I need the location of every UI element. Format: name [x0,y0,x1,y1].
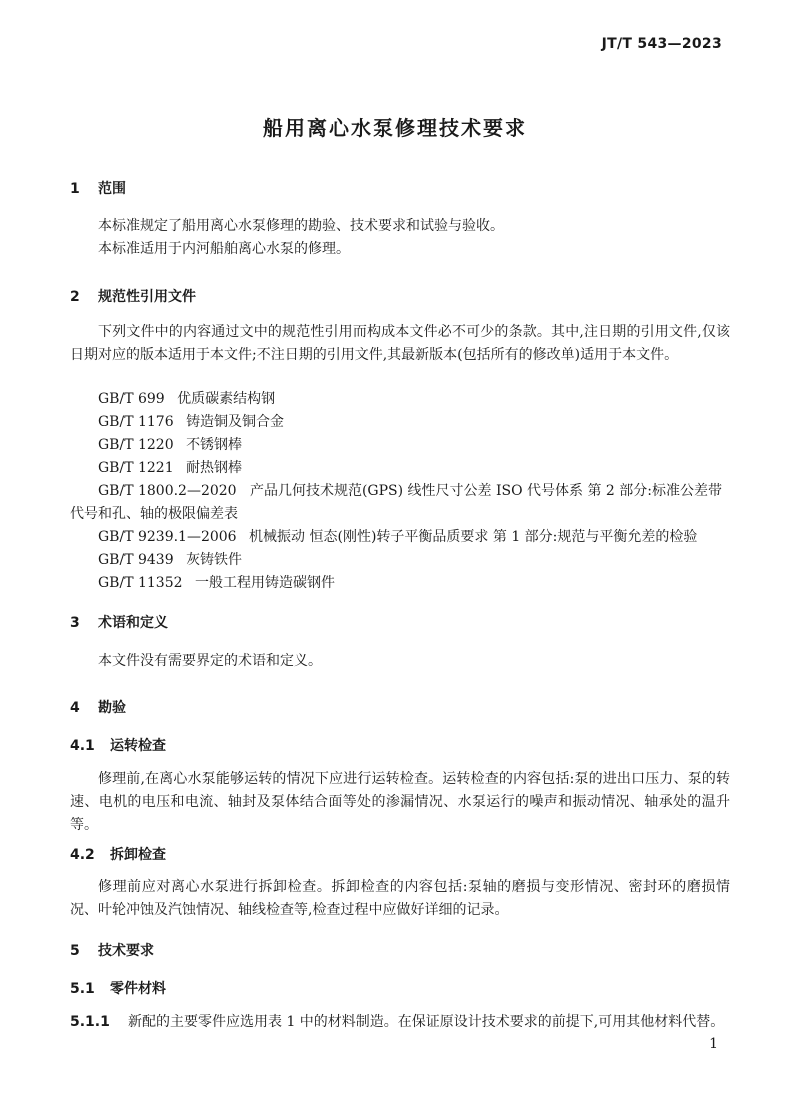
reference-item [98,457,242,480]
section-5-1-heading [70,978,166,998]
reference-code: GB/T 9439 [98,552,174,568]
disassembly-check-paragraph: 修理前应对离心水泵进行拆卸检查。拆卸检查的内容包括:泵轴的磨损与变形情况、密封环的磨损情况、叶轮冲蚀及汽蚀情况、轴线检查等,检查过程中应做好详细的记录。 [70,879,730,918]
section-title: 术语和定义 [98,615,168,631]
reference-item [98,411,284,434]
reference-code: GB/T 1220 [98,437,174,453]
reference-name: 不锈钢棒 [186,437,243,453]
section-title: 范围 [98,181,126,197]
reference-name: 机械振动 恒态(刚性)转子平衡品质要求 第 1 部分:规范与平衡允差的检验 [249,529,698,545]
section-3-heading [70,612,168,632]
reference-name: 一般工程用铸造碳钢件 [194,575,335,591]
section-number: 5 [70,943,80,959]
section-title: 零件材料 [110,981,166,997]
reference-item [98,434,242,457]
reference-code: GB/T 1800.2—2020 [98,483,237,499]
section-number: 3 [70,615,80,631]
clause-text: 新配的主要零件应选用表 1 中的材料制造。在保证原设计技术要求的前提下,可用其他材料代替。 [128,1014,725,1030]
reference-code: GB/T 699 [98,391,165,407]
reference-name: 耐热钢棒 [186,460,243,476]
operation-check-paragraph: 修理前,在离心水泵能够运转的情况下应进行运转检查。运转检查的内容包括:泵的进出口压力、泵的转速、电机的电压和电流、轴封及泵体结合面等处的渗漏情况、水泵运行的噪声和振动情况、轴承处的温升等。 [70,771,730,833]
normative-references-intro: 下列文件中的内容通过文中的规范性引用而构成本文件必不可少的条款。其中,注日期的引用文件,仅该日期对应的版本适用于本文件;不注日期的引用文件,其最新版本(包括所有的修改单)适用于本文件。 [70,324,730,363]
section-title: 勘验 [98,700,126,716]
section-2-heading [70,286,196,306]
document-title: 船用离心水泵修理技术要求 [263,116,527,140]
section-4-1-heading [70,735,166,755]
standard-number: JT/T 543—2023 [601,36,722,52]
section-title: 规范性引用文件 [98,289,196,305]
page-number: 1 [709,1036,718,1052]
reference-item [70,480,730,526]
section-number: 2 [70,289,80,305]
scope-paragraph-2: 本标准适用于内河船舶离心水泵的修理。 [98,241,350,257]
reference-item [98,388,275,411]
section-5-heading [70,940,154,960]
reference-name: 产品几何技术规范(GPS) 线性尺寸公差 ISO 代号体系 第 2 部分:标准公差带代号和孔、轴的极限偏差表 [70,483,722,522]
reference-code: GB/T 1221 [98,460,174,476]
section-title: 运转检查 [110,738,166,754]
reference-name: 铸造铜及铜合金 [186,414,285,430]
section-number: 1 [70,181,80,197]
section-title: 技术要求 [98,943,154,959]
reference-code: GB/T 9239.1—2006 [98,529,237,545]
reference-code: GB/T 11352 [98,575,183,591]
reference-code: GB/T 1176 [98,414,174,430]
terms-paragraph: 本文件没有需要界定的术语和定义。 [98,653,322,669]
scope-paragraph-1: 本标准规定了船用离心水泵修理的勘验、技术要求和试验与验收。 [98,218,504,234]
section-number: 4.2 [70,847,95,863]
section-4-2-heading [70,844,166,864]
reference-item [98,572,335,595]
section-1-heading [70,178,126,198]
clause-5-1-1 [70,1011,730,1034]
section-number: 4.1 [70,738,95,754]
section-title: 拆卸检查 [110,847,166,863]
clause-number: 5.1.1 [70,1014,110,1030]
reference-name: 灰铸铁件 [186,552,243,568]
reference-name: 优质碳素结构钢 [177,391,276,407]
section-number: 4 [70,700,80,716]
section-4-heading [70,697,126,717]
reference-item [98,549,242,572]
section-number: 5.1 [70,981,95,997]
reference-item [98,526,697,549]
